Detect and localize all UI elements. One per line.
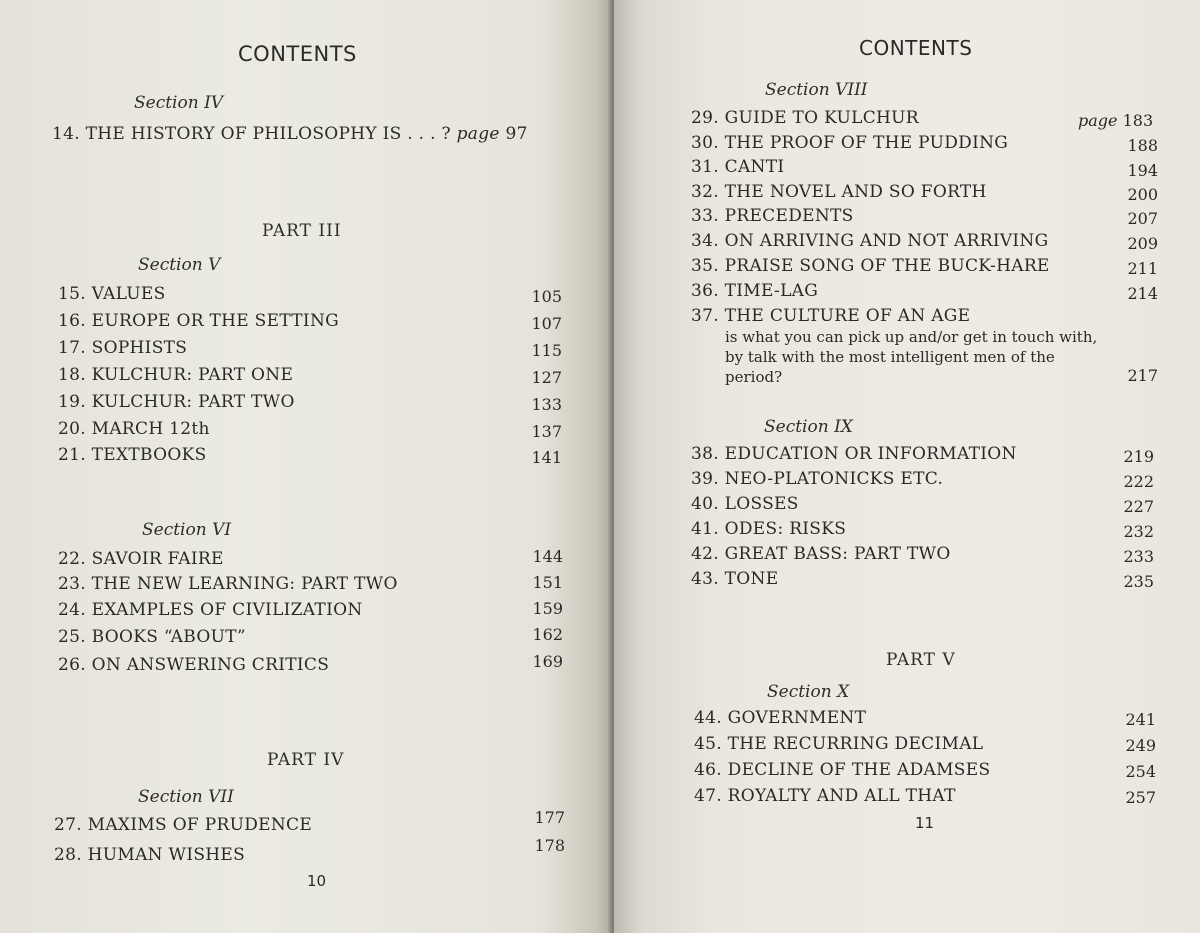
toc-entry-page: 257 [1125,788,1156,807]
toc-entry-title: 17. SOPHISTS [58,338,188,358]
toc-entry-37: 37. THE CULTURE OF AN AGE [691,306,971,326]
toc-entry-title: 19. KULCHUR: PART TWO [58,392,295,412]
toc-entry-title: 30. THE PROOF OF THE PUDDING [691,133,1009,153]
part-iv-label: PART IV [267,750,345,770]
left-page-heading: CONTENTS [238,42,357,66]
toc-entry-page: 233 [1123,547,1154,566]
toc-entry-page: 151 [532,573,563,592]
page-word: page [456,124,500,144]
toc-entry-page: 169 [532,652,563,671]
section-ix-label: Section IX [764,417,853,437]
toc-entry-page: 183 [1122,111,1154,130]
toc-entry-title: 27. MAXIMS OF PRUDENCE [54,815,313,835]
toc-entry-page: 219 [1123,447,1154,466]
toc-entry-title: 42. GREAT BASS: PART TWO [691,544,951,564]
toc-entry-title: 36. TIME-LAG [691,281,819,301]
toc-entry-title: 39. NEO-PLATONICKS ETC. [691,469,944,489]
toc-entry-page: 209 [1127,234,1158,253]
toc-entry-page: 232 [1123,522,1154,541]
toc-entry-page: 194 [1127,161,1158,180]
toc-entry-page: 105 [531,287,562,306]
toc-entry-title: 14. THE HISTORY OF PHILOSOPHY IS . . . ? [52,124,451,144]
toc-entry-37-description: is what you can pick up and/or get in touch with, by talk with the most intelligent men of the period? [725,328,1098,386]
section-vii-label: Section VII [138,787,234,807]
toc-entry-title: 23. THE NEW LEARNING: PART TWO [58,574,398,594]
toc-entry-title: 45. THE RECURRING DECIMAL [694,734,984,754]
toc-entry-page: 127 [531,368,562,387]
section-viii-label: Section VIII [765,80,868,100]
section-vi-label: Section VI [142,520,232,540]
toc-entry-page: 200 [1127,185,1158,204]
toc-entry-page: 217 [1127,366,1158,385]
toc-entry-page: 177 [534,808,565,827]
toc-entry-title: 33. PRECEDENTS [691,206,854,226]
toc-entry-title: 38. EDUCATION OR INFORMATION [691,444,1017,464]
toc-entry-title: 26. ON ANSWERING CRITICS [58,655,330,675]
toc-entry-title: 22. SAVOIR FAIRE [58,549,224,569]
right-page-heading: CONTENTS [859,36,973,60]
toc-entry-page: 137 [531,422,562,441]
toc-entry-page: 227 [1123,497,1154,516]
toc-entry-page: 162 [532,625,563,644]
toc-entry-page: 97 [505,124,528,144]
toc-entry-page: 241 [1125,710,1156,729]
toc-entry-page: 133 [531,395,562,414]
page-word: page [1078,111,1118,130]
toc-entry-page: 188 [1127,136,1158,155]
page-number: 10 [307,872,327,890]
toc-entry-page: 141 [531,448,562,467]
toc-entry-page: 249 [1125,736,1156,755]
toc-entry-title: 31. CANTI [691,157,785,177]
toc-entry-title: 46. DECLINE OF THE ADAMSES [694,760,991,780]
toc-entry-title: 18. KULCHUR: PART ONE [58,365,294,385]
section-iv-label: Section IV [134,93,224,113]
toc-entry-title: 20. MARCH 12th [58,419,210,439]
toc-entry-title: 16. EUROPE OR THE SETTING [58,311,340,331]
toc-entry-29-page [1078,111,1153,130]
toc-entry-title: 43. TONE [691,569,779,589]
toc-entry-page: 254 [1125,762,1156,781]
toc-entry-page: 235 [1123,572,1154,591]
toc-entry-page: 115 [531,341,562,360]
toc-entry-29: 29. GUIDE TO KULCHUR [691,108,919,128]
section-x-label: Section X [767,682,850,702]
toc-entry-title: 41. ODES: RISKS [691,519,847,539]
toc-entry-title: 25. BOOKS “ABOUT” [58,627,246,647]
toc-entry-page: 144 [532,547,563,566]
toc-entry-page: 159 [532,599,563,618]
page-number: 11 [915,814,935,832]
toc-entry-title: 47. ROYALTY AND ALL THAT [694,786,956,806]
part-v-label: PART V [886,650,956,670]
toc-entry-page: 214 [1127,284,1158,303]
toc-entry-title: 21. TEXTBOOKS [58,445,207,465]
toc-entry-page: 178 [534,836,565,855]
toc-entry-page: 222 [1123,472,1154,491]
toc-entry-14 [52,124,528,144]
toc-entry-page: 107 [531,314,562,333]
right-page [614,0,1200,933]
toc-entry-page: 211 [1127,259,1158,278]
toc-entry-title: 44. GOVERNMENT [694,708,867,728]
section-v-label: Section V [138,255,221,275]
toc-entry-title: 15. VALUES [58,284,166,304]
toc-entry-title: 35. PRAISE SONG OF THE BUCK-HARE [691,256,1050,276]
toc-entry-page: 207 [1127,209,1158,228]
toc-entry-title: 40. LOSSES [691,494,799,514]
toc-entry-title: 32. THE NOVEL AND SO FORTH [691,182,987,202]
toc-entry-title: 28. HUMAN WISHES [54,845,246,865]
toc-entry-title: 24. EXAMPLES OF CIVILIZATION [58,600,363,620]
toc-entry-title: 34. ON ARRIVING AND NOT ARRIVING [691,231,1049,251]
part-iii-label: PART III [262,221,342,241]
